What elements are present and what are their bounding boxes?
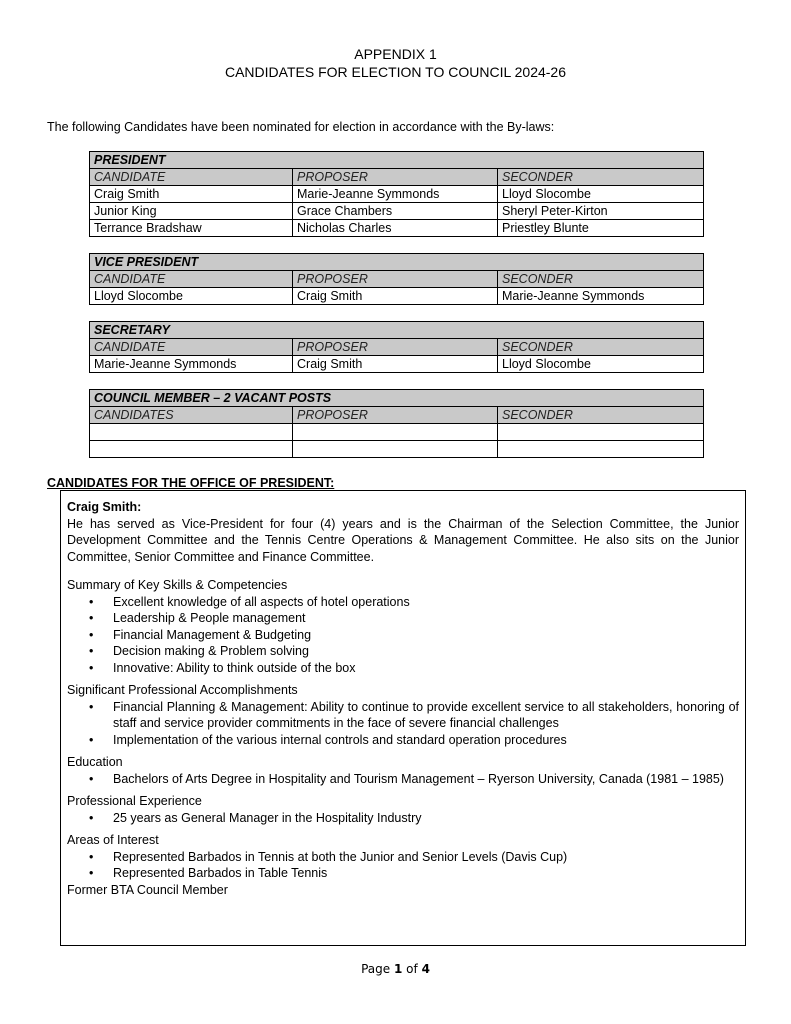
proposer-cell: Craig Smith [293,356,498,373]
column-header: CANDIDATE [90,271,293,288]
bullet-icon: • [89,810,94,825]
list-item: • Represented Barbados in Tennis at both the Junior and Senior Levels (Davis Cup) [89,849,568,864]
bullet-icon: • [89,771,94,786]
column-header: CANDIDATE [90,169,293,186]
column-header: PROPOSER [293,169,498,186]
document-title: CANDIDATES FOR ELECTION TO COUNCIL 2024-26 [224,64,566,80]
candidate-name: Craig Smith: [67,500,142,514]
bullet-icon: • [89,699,94,714]
list-item: • Financial Management & Budgeting [89,627,312,642]
council-member-table [89,389,704,458]
seconder-cell [498,441,704,458]
proposer-cell: Craig Smith [293,288,498,305]
proposer-cell: Nicholas Charles [293,220,498,237]
bullet-icon: • [89,611,94,625]
seconder-cell: Marie-Jeanne Symmonds [498,288,704,305]
table-row [90,441,704,458]
column-header: SECONDER [498,339,704,356]
closing-note: Former BTA Council Member [67,882,228,897]
table-section-title: PRESIDENT [90,152,704,169]
seconder-cell: Lloyd Slocombe [498,186,704,203]
column-header: PROPOSER [293,407,498,424]
vice-president-table [89,253,704,305]
bullet-icon: • [89,627,94,642]
candidate-bio-box [60,490,746,946]
table-section-title: SECRETARY [90,322,704,339]
table-section-title: VICE PRESIDENT [90,254,704,271]
proposer-cell: Grace Chambers [293,203,498,220]
president-candidates-heading: CANDIDATES FOR THE OFFICE OF PRESIDENT: [47,476,335,490]
intro-text: The following Candidates have been nominated for election in accordance with the By-laws: [47,120,555,134]
bullet-icon: • [89,732,94,747]
section-title: Summary of Key Skills & Competencies [67,578,288,592]
bullet-icon: • [89,644,94,658]
column-header: SECONDER [498,407,704,424]
list-item: • Represented Barbados in Table Tennis [89,866,328,880]
list-item: • Decision making & Problem solving [89,644,309,658]
seconder-cell: Sheryl Peter-Kirton [498,203,704,220]
column-header: CANDIDATE [90,339,293,356]
seconder-cell [498,424,704,441]
candidate-cell: Junior King [90,203,293,220]
candidate-cell: Terrance Bradshaw [90,220,293,237]
column-header: PROPOSER [293,271,498,288]
column-header: PROPOSER [293,339,498,356]
section-title: Significant Professional Accomplishments [67,683,298,697]
page-number: Page 1 of 4 [361,962,430,976]
bio-section [67,793,739,826]
bullet-icon: • [89,660,94,675]
proposer-cell [293,441,498,458]
list-item: • Leadership & People management [89,611,306,625]
bullet-icon: • [89,849,94,864]
table-section-title: COUNCIL MEMBER – 2 VACANT POSTS [90,390,704,407]
appendix-label: APPENDIX 1 [354,46,437,62]
bullet-icon: • [89,594,94,609]
table-row [90,288,704,305]
bio-section [67,832,739,882]
bullet-icon: • [89,866,94,880]
seconder-cell: Priestley Blunte [498,220,704,237]
section-title: Areas of Interest [67,833,159,847]
bio-section [67,577,739,676]
section-title: Education [67,755,123,769]
president-table [89,151,704,237]
bio-section [67,754,739,787]
candidate-cell [90,424,293,441]
column-header: SECONDER [498,169,704,186]
candidate-cell: Lloyd Slocombe [90,288,293,305]
list-item: • Implementation of the various internal controls and standard operation procedures [89,732,567,747]
list-item: • 25 years as General Manager in the Hospitality Industry [89,810,422,825]
section-title: Professional Experience [67,794,202,808]
candidate-cell: Marie-Jeanne Symmonds [90,356,293,373]
secretary-table [89,321,704,373]
column-header: SECONDER [498,271,704,288]
proposer-cell: Marie-Jeanne Symmonds [293,186,498,203]
bio-section [67,682,739,748]
table-row [90,186,704,203]
candidate-cell: Craig Smith [90,186,293,203]
table-row [90,203,704,220]
list-item: • Bachelors of Arts Degree in Hospitality and Tourism Management – Ryerson University, Canada (1981 – 1985) [89,771,724,786]
seconder-cell: Lloyd Slocombe [498,356,704,373]
table-row [90,424,704,441]
list-item: • Excellent knowledge of all aspects of hotel operations [89,594,410,609]
column-header: CANDIDATES [90,407,293,424]
list-item: • Financial Planning & Management: Ability to continue to provide excellent service to all stakeholders, honoring of staff and service provider commitments in the face of severe financial challenges [89,699,739,730]
candidate-cell [90,441,293,458]
candidate-summary: He has served as Vice-President for four (4) years and is the Chairman of the Selection Committee, the Junior Development Committee and the Tennis Centre Operations & Management Committee. He also sits on the Junior Committee, Senior Committee and Finance Committee. [67,516,739,564]
table-row [90,220,704,237]
table-row [90,356,704,373]
proposer-cell [293,424,498,441]
list-item: • Innovative: Ability to think outside of the box [89,660,356,675]
